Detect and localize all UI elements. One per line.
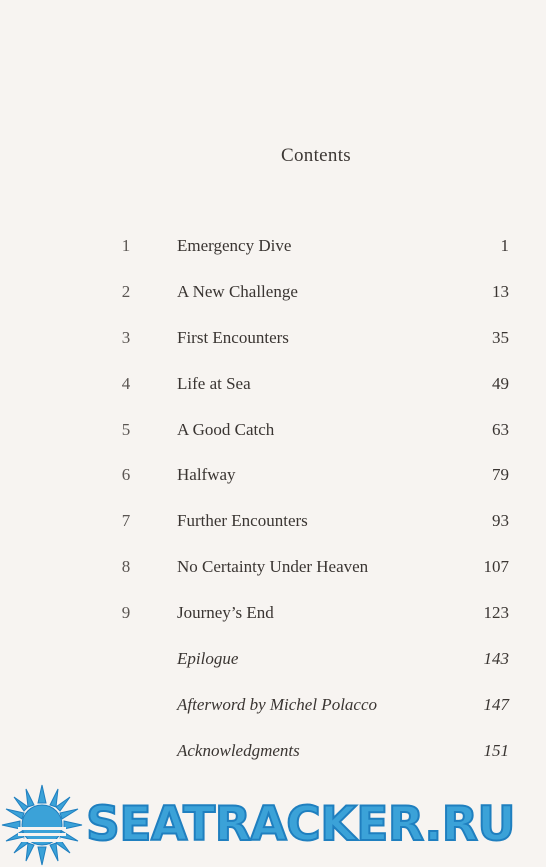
chapter-title: A New Challenge (177, 282, 298, 301)
page-number: 1 (500, 236, 509, 255)
page-number: 79 (492, 465, 509, 484)
page-title: Contents (281, 145, 351, 166)
toc-entry (0, 372, 546, 396)
chapter-number: 6 (121, 465, 131, 484)
chapter-number: 9 (121, 603, 131, 622)
chapter-number: 1 (121, 236, 131, 255)
page-number: 35 (492, 328, 509, 347)
watermark (0, 783, 546, 867)
page-number: 107 (483, 557, 509, 576)
page-number: 63 (492, 420, 509, 439)
toc-entry (0, 739, 546, 763)
section-title: Acknowledgments (177, 741, 300, 760)
section-title: Epilogue (177, 649, 239, 668)
sun-icon (0, 783, 84, 867)
chapter-title: A Good Catch (177, 420, 275, 439)
toc-entry (0, 418, 546, 442)
toc-entry (0, 693, 546, 717)
chapter-number: 3 (121, 328, 131, 347)
toc-entry (0, 326, 546, 350)
page-number: 143 (483, 649, 509, 668)
toc-entry (0, 647, 546, 671)
chapter-number: 4 (121, 374, 131, 393)
toc-entry (0, 555, 546, 579)
page-number: 147 (483, 695, 509, 714)
page-number: 49 (492, 374, 509, 393)
chapter-title: Further Encounters (177, 511, 308, 530)
chapter-title: Emergency Dive (177, 236, 292, 255)
page-number: 13 (492, 282, 509, 301)
chapter-number: 7 (121, 511, 131, 530)
watermark-text: SEATRACKER.RU (86, 797, 516, 852)
chapter-number: 8 (121, 557, 131, 576)
chapter-title: No Certainty Under Heaven (177, 557, 369, 576)
toc-entry (0, 234, 546, 258)
page-number: 151 (483, 741, 509, 760)
toc-entry (0, 601, 546, 625)
toc-entry (0, 463, 546, 487)
page-number: 93 (492, 511, 509, 530)
chapter-number: 5 (121, 420, 131, 439)
chapter-title: Life at Sea (177, 374, 251, 393)
chapter-title: First Encounters (177, 328, 289, 347)
chapter-title: Halfway (177, 465, 236, 484)
toc-entry (0, 509, 546, 533)
page-number: 123 (483, 603, 509, 622)
chapter-number: 2 (121, 282, 131, 301)
toc-entry (0, 280, 546, 304)
chapter-title: Journey’s End (177, 603, 274, 622)
section-title: Afterword by Michel Polacco (177, 695, 378, 714)
